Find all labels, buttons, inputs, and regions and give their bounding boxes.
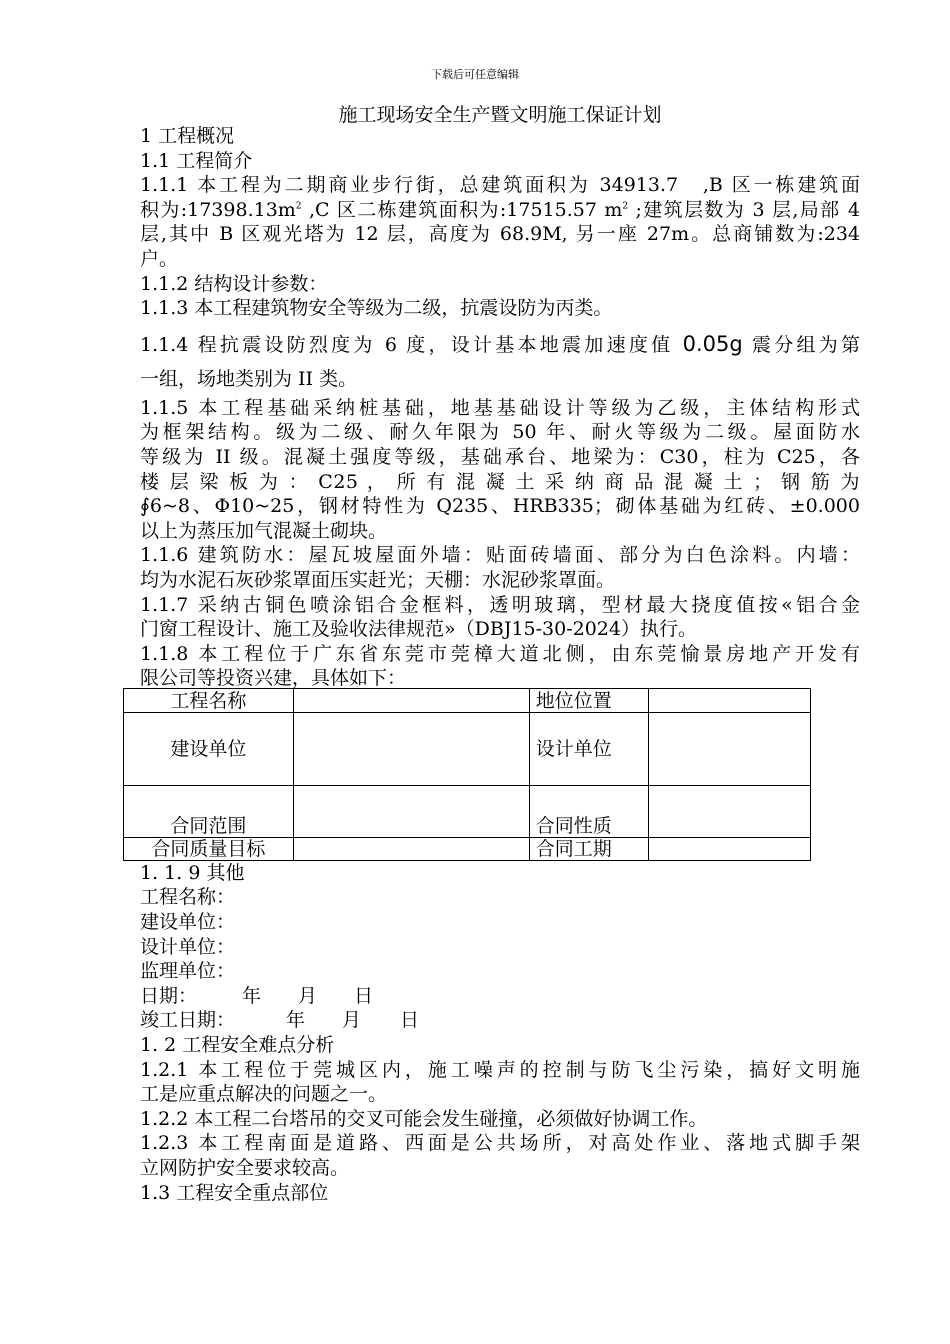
- table-cell: [649, 785, 811, 837]
- table-cell: [649, 712, 811, 785]
- form-field-label: 工程名称：: [140, 886, 236, 909]
- day-label: 日: [400, 1009, 420, 1032]
- year-label: 年: [286, 1009, 306, 1032]
- paragraph-line: 立网防护安全要求较高。: [140, 1157, 350, 1179]
- paragraph-line: 1.2.2 本工程二台塔吊的交叉可能会发生碰撞，必须做好协调工作。: [140, 1107, 708, 1130]
- paragraph-line: 1.1.2 结构设计参数：: [140, 272, 328, 295]
- text-run: 1.1.4 程抗震设防烈度为 6 度，设计基本地震加速度值: [140, 333, 683, 356]
- document-title: 施工现场安全生产暨文明施工保证计划: [338, 104, 662, 126]
- section-heading: 1.1 工程简介: [140, 149, 253, 172]
- paragraph-line: ∮6~8、Φ10~25，钢材特性为 Q235、HRB335；砌体基础为红砖、±0.000: [140, 495, 860, 518]
- table-cell: 设计单位: [529, 712, 649, 785]
- table-cell: [293, 837, 529, 860]
- form-field-label: 建设单位：: [140, 911, 236, 934]
- table-cell: 合同范围: [124, 785, 294, 837]
- text-run: ;建筑层数为 3 层,局部 4: [628, 198, 860, 221]
- completion-date-line: [140, 1008, 860, 1033]
- section-heading: 1.3 工程安全重点部位: [140, 1181, 329, 1204]
- paragraph-line: 1.1.7 采纳古铜色喷涂铝合金框料，透明玻璃，型材最大挠度值按«铝合金: [140, 593, 860, 616]
- date-line: [140, 984, 860, 1009]
- paragraph-line: 户。: [140, 247, 179, 270]
- section-heading: 1 工程概况: [140, 125, 235, 147]
- month-label: 月: [298, 984, 318, 1007]
- paragraph-line: [140, 198, 860, 223]
- project-info-table: [123, 688, 811, 861]
- superscript: 2: [295, 201, 302, 212]
- table-cell: [293, 688, 529, 712]
- paragraph-line: 1.1.5 本工程基础采纳桩基础，地基基础设计等级为乙级，主体结构形式: [140, 396, 860, 419]
- day-label: 日: [354, 984, 374, 1007]
- table-cell: 合同工期: [529, 837, 649, 860]
- table-row: [124, 785, 811, 837]
- table-cell: 建设单位: [124, 712, 294, 785]
- paragraph-line: 限公司等投资兴建，具体如下：: [140, 667, 407, 690]
- paragraph-line: 1.1.8 本工程位于广东省东莞市莞樟大道北侧，由东莞愉景房地产开发有: [140, 642, 860, 665]
- paragraph-line: [140, 327, 860, 362]
- document-body: [140, 124, 860, 1205]
- paragraph-line: 1.1.6 建筑防水：屋瓦坡屋面外墙：贴面砖墙面、部分为白色涂料。内墙：: [140, 544, 860, 567]
- table-cell: 合同性质: [529, 785, 649, 837]
- paragraph-line: 1.1.3 本工程建筑物安全等级为二级，抗震设防为丙类。: [140, 297, 613, 320]
- section-heading: 1. 1. 9 其他: [140, 861, 245, 884]
- table-cell: [649, 837, 811, 860]
- table-cell: [293, 785, 529, 837]
- table-row: [124, 837, 811, 860]
- paragraph-line: 1.2.3 本工程南面是道路、西面是公共场所，对高处作业、落地式脚手架: [140, 1132, 860, 1155]
- superscript: 2: [622, 201, 629, 212]
- form-field-label: 设计单位：: [140, 935, 236, 958]
- year-label: 年: [242, 984, 262, 1007]
- paragraph-line: 层,其中 B 区观光塔为 12 层，高度为 68.9M, 另一座 27m。总商铺数为:234: [140, 223, 860, 246]
- table-cell: 地位位置: [529, 688, 649, 712]
- paragraph-line: 均为水泥石灰砂浆罩面压实赶光；天棚：水泥砂浆罩面。: [140, 568, 616, 591]
- header-note: 下载后可任意编辑: [431, 68, 519, 81]
- paragraph-line: 等级为 II 级。混凝土强度等级，基础承台、地梁为：C30，柱为 C25，各: [140, 445, 860, 468]
- completion-date-label: 竣工日期：: [140, 1009, 236, 1032]
- paragraph-line: 为框架结构。级为二级、耐久年限为 50 年、耐火等级为二级。屋面防水: [140, 421, 860, 444]
- table-cell: [293, 712, 529, 785]
- text-run: 积为:17398.13m: [140, 198, 296, 221]
- paragraph-line: 1.2.1 本工程位于莞城区内，施工噪声的控制与防飞尘污染，搞好文明施: [140, 1058, 860, 1081]
- acceleration-value: 0.05g: [682, 331, 743, 356]
- form-field-label: 监理单位：: [140, 960, 236, 983]
- table-row: [124, 688, 811, 712]
- month-label: 月: [342, 1009, 362, 1032]
- date-label: 日期：: [140, 984, 198, 1007]
- table-cell: 工程名称: [124, 688, 294, 712]
- table-cell: [649, 688, 811, 712]
- section-heading: 1. 2 工程安全难点分析: [140, 1034, 335, 1057]
- paragraph-line: 工是应重点解决的问题之一。: [140, 1083, 388, 1106]
- paragraph-line: 一组，场地类别为 II 类。: [140, 367, 358, 390]
- text-run: 震分组为第: [742, 333, 860, 356]
- table-cell: 合同质量目标: [124, 837, 294, 860]
- paragraph-line: 1.1.1 本工程为二期商业步行街，总建筑面积为 34913.7 ,B 区一栋建筑面: [140, 174, 860, 197]
- paragraph-line: 以上为蒸压加气混凝土砌块。: [140, 519, 388, 542]
- text-run: ,C 区二栋建筑面积为:17515.57 m: [301, 198, 623, 221]
- paragraph-line: 门窗工程设计、施工及验收法律规范»（DBJ15-30-2024）执行。: [140, 618, 697, 641]
- paragraph-line: 楼 层 梁 板 为 ： C25 ， 所 有 混 凝 土 采 纳 商 品 混 凝 土 ； 钢 筋 为: [140, 470, 860, 493]
- table-row: [124, 712, 811, 785]
